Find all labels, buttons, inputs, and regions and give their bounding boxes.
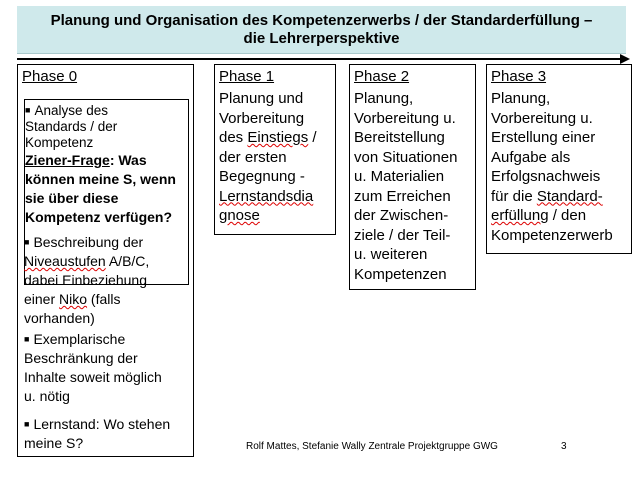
bullet-icon: ■ (24, 334, 30, 344)
phase-2-text: Planung, Vorbereitung u. Bereitstellung von Situationen u. Materialien zum Erreichen der Zwischen- ziele / der Teil- u. weiteren Kompetenzen (354, 90, 458, 283)
title-band (17, 6, 626, 54)
phase-1-text: Planung und Vorbereitung des Einstiegs / der ersten Begegnung - Lernstandsdia gnose (219, 90, 317, 224)
phase-3-text: Planung, Vorbereitung u. Erstellung einer Aufgabe als Erfolgsnachweis für die Standard- erfüllung / den Kompetenzerwerb (491, 90, 613, 244)
question-text: : Was (109, 152, 147, 168)
analysis-line: Standards / der (25, 119, 118, 134)
phase-2-title: Phase 2 (354, 68, 410, 85)
analysis-line: Kompetenz (25, 135, 94, 150)
question-text: sie über diese (25, 190, 119, 206)
phase-3-box (486, 64, 632, 254)
question-text: Kompetenz verfügen? (25, 209, 173, 225)
phase-0-item-beschraenkung: ■ Exemplarische Beschränkung der Inhalte soweit möglich u. nötig (24, 331, 162, 404)
timeline-arrow-line (17, 58, 624, 60)
bullet-icon: ■ (24, 419, 30, 429)
phase-1-box (214, 64, 336, 235)
phase-3-title: Phase 3 (491, 68, 547, 85)
phase-1-title: Phase 1 (219, 68, 275, 85)
phase-0-item-niveaustufen: ■ Beschreibung der Niveaustufen A/B/C, dabei Einbeziehung einer Niko (falls vorhanden) (24, 234, 150, 326)
slide-title (17, 12, 626, 48)
footer-authors: Rolf Mattes, Stefanie Wally Zentrale Projektgruppe GWG (246, 441, 498, 452)
bullet-icon: ■ (24, 237, 30, 247)
phase-0-item-lernstand: ■ Lernstand: Wo stehen meine S? (24, 416, 171, 451)
phase-0-box (17, 64, 194, 457)
page-number: 3 (561, 441, 567, 452)
ziener-frage-label: Ziener-Frage (25, 152, 110, 168)
title-line-2: die Lehrerperspektive (243, 30, 400, 47)
title-line-1: Planung und Organisation des Kompetenzerwerbs / der Standarderfüllung – (50, 12, 593, 29)
bullet-icon: ■ (25, 105, 31, 115)
phase-0-title: Phase 0 (22, 68, 78, 85)
question-text: können meine S, wenn (25, 171, 176, 187)
timeline-arrow-head (620, 54, 630, 64)
analysis-line: Analyse des (34, 103, 108, 118)
phase-2-box (349, 64, 476, 290)
